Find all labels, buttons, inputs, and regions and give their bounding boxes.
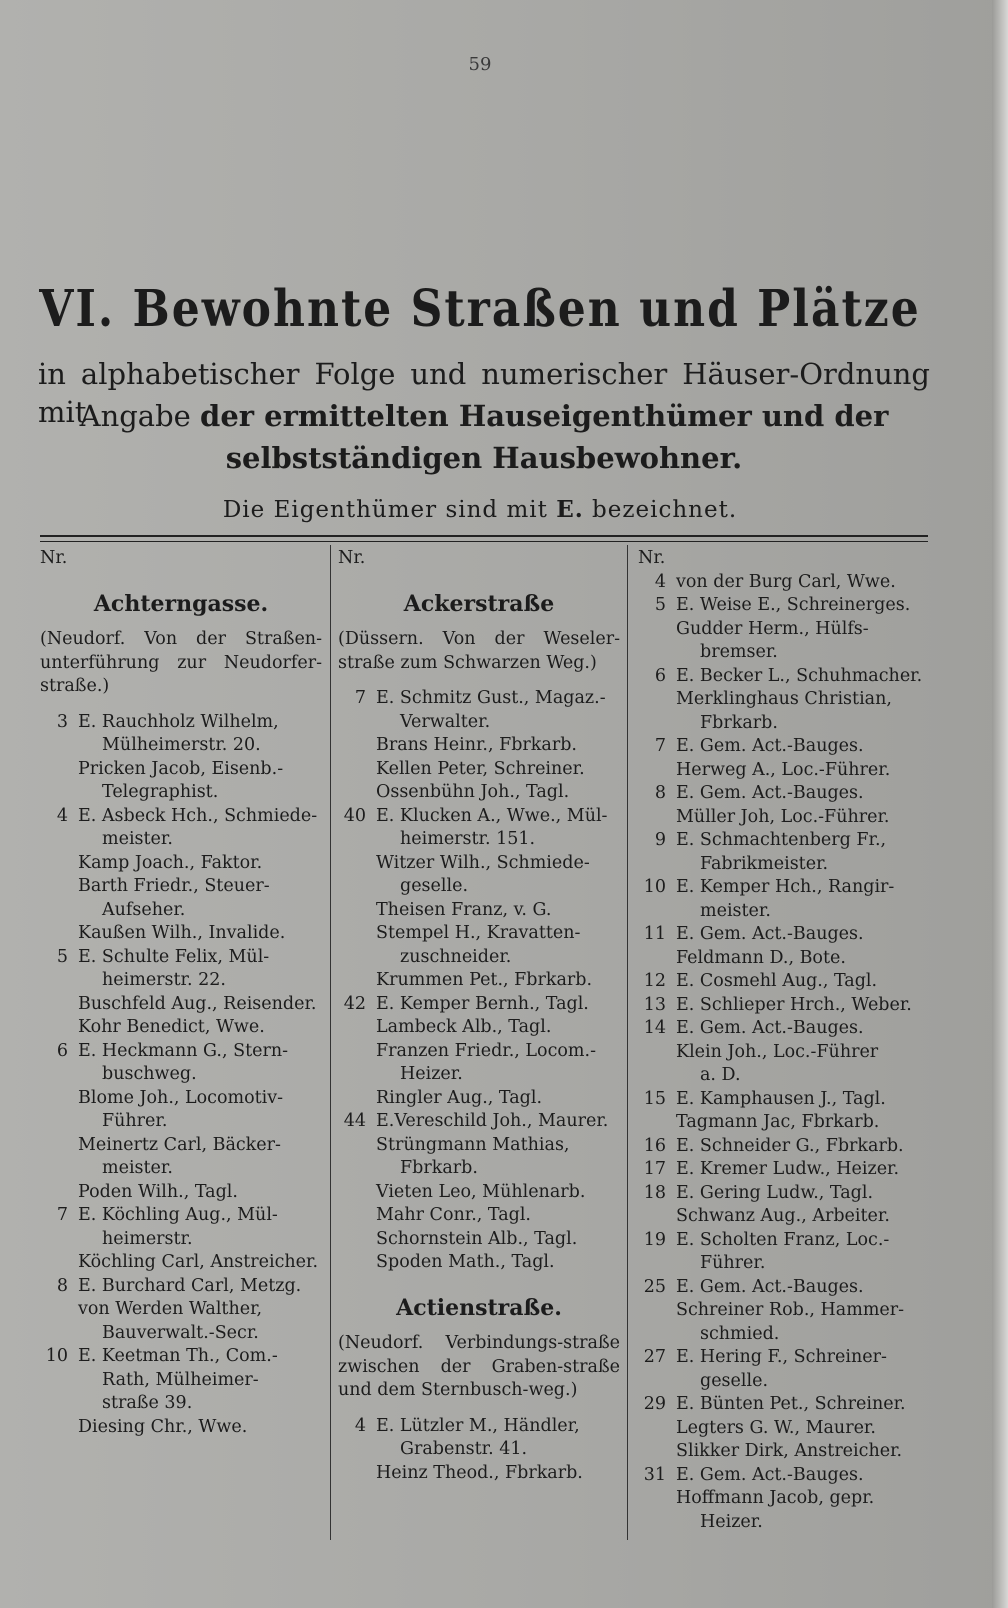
list-item — [638, 618, 930, 665]
list-item — [638, 1111, 930, 1135]
resident-text: Kellen Peter, Schreiner. — [376, 758, 585, 779]
resident-text: E.Vereschild Joh., Maurer. — [376, 1111, 609, 1131]
resident-text: Merklinghaus Christian, — [676, 689, 892, 709]
resident-text: Hoffmann Jacob, gepr. — [676, 1488, 875, 1508]
column-header-nr: Nr. — [40, 548, 68, 568]
resident-text: Köchling Carl, Anstreicher. — [78, 1252, 319, 1272]
list-item — [338, 1181, 620, 1205]
column-header-nr: Nr. — [638, 548, 666, 568]
street-note: (Neudorf. Verbindungs-straße zwischen der Graben-straße und dem Sternbusch-weg.) — [338, 1333, 620, 1400]
resident-continuation: Grabenstr. 41. — [400, 1439, 528, 1459]
street-note: (Neudorf. Von der Straßen-unterführung zur Neudorfer-straße.) — [40, 629, 322, 696]
column-divider-1 — [330, 545, 331, 1540]
resident-continuation: meister. — [102, 1158, 173, 1178]
resident-text: E. Schmitz Gust., Magaz.- — [376, 688, 606, 708]
page-number: 59 — [468, 54, 492, 75]
resident-text: Feldmann D., Bote. — [676, 947, 846, 968]
house-number: 10 — [643, 877, 666, 897]
list-item — [638, 970, 930, 994]
house-number: 9 — [654, 830, 666, 850]
list-item — [638, 1182, 930, 1206]
house-number: 42 — [343, 993, 366, 1014]
page-edge — [992, 0, 1008, 1608]
resident-text: Klein Joh., Loc.-Führer — [676, 1041, 879, 1062]
list-item — [338, 1415, 620, 1462]
street-heading: Achterngasse. — [93, 590, 269, 617]
house-number: 3 — [56, 711, 68, 732]
house-number: 7 — [354, 688, 366, 708]
list-item — [638, 1158, 930, 1182]
list-item — [638, 1440, 930, 1464]
resident-text: Meinertz Carl, Bäcker- — [78, 1134, 281, 1155]
list-item — [638, 923, 930, 947]
house-number: 31 — [643, 1464, 666, 1485]
list-item — [40, 852, 322, 876]
list-item — [338, 805, 620, 852]
house-number: 4 — [354, 1415, 366, 1436]
column-3 — [638, 547, 930, 1534]
resident-text: Poden Wilh., Tagl. — [78, 1181, 238, 1202]
list-item — [338, 1134, 620, 1181]
subtitle-line-2-bold: der ermittelten Hauseigenthümer und der — [200, 399, 889, 433]
resident-text: Kaußen Wilh., Invalide. — [78, 923, 286, 943]
resident-continuation: Fabrikmeister. — [700, 853, 829, 874]
list-item — [40, 875, 322, 922]
column-2 — [338, 547, 620, 1485]
column-divider-2 — [627, 545, 628, 1540]
resident-text: Legters G. W., Maurer. — [676, 1417, 876, 1438]
resident-text: Buschfeld Aug., Reisender. — [78, 993, 317, 1014]
house-number: 7 — [56, 1205, 68, 1225]
list-item — [338, 993, 620, 1017]
resident-text: Tagmann Jac, Fbrkarb. — [676, 1112, 880, 1132]
resident-text: E. Kemper Bernh., Tagl. — [376, 993, 589, 1014]
list-item — [338, 734, 620, 758]
resident-continuation: straße 39. — [102, 1393, 193, 1413]
list-item — [40, 1298, 322, 1345]
list-item — [40, 1040, 322, 1087]
list-item — [638, 1088, 930, 1112]
resident-text: Franzen Friedr., Locom.- — [376, 1040, 596, 1061]
resident-text: Ringler Aug., Tagl. — [376, 1087, 543, 1108]
resident-text: Kamp Joach., Faktor. — [78, 852, 263, 873]
resident-text: E. Gem. Act.-Bauges. — [676, 736, 864, 756]
list-item — [40, 1204, 322, 1251]
resident-continuation: bremser. — [700, 642, 778, 662]
resident-text: E. Asbeck Hch., Schmiede- — [78, 805, 318, 826]
house-number: 14 — [643, 1018, 666, 1038]
subtitle-line-2-prefix: Angabe — [79, 399, 191, 433]
list-item — [40, 1181, 322, 1205]
owner-note-mark: E. — [556, 496, 584, 523]
resident-text: Gudder Herm., Hülfs- — [676, 618, 869, 639]
resident-text: Mahr Conr., Tagl. — [376, 1205, 531, 1225]
resident-text: Herweg A., Loc.-Führer. — [676, 759, 891, 780]
resident-text: Ossenbühn Joh., Tagl. — [376, 782, 570, 802]
resident-continuation: Heizer. — [400, 1064, 463, 1084]
resident-continuation: geselle. — [700, 1370, 769, 1391]
list-item — [40, 1087, 322, 1134]
list-item — [638, 947, 930, 971]
house-number: 8 — [56, 1275, 68, 1296]
resident-continuation: Führer. — [102, 1111, 168, 1131]
resident-text: Heinz Theod., Fbrkarb. — [376, 1462, 583, 1483]
section-title: VI. Bewohnte Straßen und Plätze — [39, 280, 921, 339]
resident-text: E. Cosmehl Aug., Tagl. — [676, 971, 878, 991]
house-number: 4 — [654, 571, 666, 592]
resident-text: Pricken Jacob, Eisenb.- — [78, 758, 284, 779]
list-item — [638, 1417, 930, 1441]
resident-continuation: Rath, Mülheimer- — [102, 1369, 259, 1390]
owner-note — [0, 496, 960, 523]
list-item — [338, 1110, 620, 1134]
house-number: 5 — [56, 946, 68, 967]
list-item — [638, 1041, 930, 1088]
resident-continuation: Fbrkarb. — [700, 712, 778, 733]
resident-text: E. Gem. Act.-Bauges. — [676, 1018, 864, 1038]
subtitle-line-1: in alphabetischer Folge und numerischer Häuser-Ordnung mit — [38, 357, 930, 429]
list-item — [338, 1228, 620, 1252]
resident-text: Witzer Wilh., Schmiede- — [376, 852, 590, 873]
resident-text: Krummen Pet., Fbrkarb. — [376, 970, 593, 990]
house-number: 13 — [643, 994, 666, 1015]
list-item — [338, 852, 620, 899]
house-number: 25 — [643, 1276, 666, 1297]
column-1 — [40, 547, 322, 1439]
resident-text: E. Becker L., Schuhmacher. — [676, 665, 923, 686]
resident-text: E. Scholten Franz, Loc.- — [676, 1229, 890, 1250]
resident-text: E. Schneider G., Fbrkarb. — [676, 1135, 904, 1156]
house-number: 12 — [643, 971, 666, 991]
house-number: 18 — [643, 1182, 666, 1203]
house-number: 29 — [643, 1394, 666, 1414]
resident-text: Vieten Leo, Mühlenarb. — [376, 1181, 586, 1202]
resident-text: Brans Heinr., Fbrkarb. — [376, 735, 577, 755]
subtitle-line-3: selbstständigen Hausbewohner. — [225, 441, 743, 475]
resident-continuation: schmied. — [700, 1323, 780, 1344]
list-item — [40, 1416, 322, 1440]
resident-text: Kohr Benedict, Wwe. — [78, 1017, 265, 1037]
list-item — [40, 1275, 322, 1299]
resident-continuation: heimerstr. 22. — [102, 970, 226, 990]
list-item — [40, 758, 322, 805]
list-item — [338, 899, 620, 923]
list-item — [338, 1016, 620, 1040]
list-item — [40, 1134, 322, 1181]
house-number: 17 — [643, 1159, 666, 1179]
resident-text: E. Schulte Felix, Mül- — [78, 946, 270, 967]
resident-text: E. Kamphausen J., Tagl. — [676, 1088, 886, 1109]
list-item — [40, 1251, 322, 1275]
house-number: 11 — [643, 924, 666, 944]
resident-text: E. Bünten Pet., Schreiner. — [676, 1394, 906, 1414]
entry-list — [638, 571, 930, 1535]
list-item — [638, 735, 930, 759]
list-item — [638, 1229, 930, 1276]
entry-list — [338, 1415, 620, 1486]
owner-note-suffix: bezeichnet. — [592, 497, 738, 523]
entry-list — [338, 687, 620, 1275]
resident-text: Theisen Franz, v. G. — [376, 899, 552, 920]
list-item — [638, 782, 930, 806]
resident-text: E. Rauchholz Wilhelm, — [78, 711, 279, 732]
list-item — [338, 1040, 620, 1087]
list-item — [638, 571, 930, 595]
resident-continuation: Heizer. — [700, 1511, 763, 1532]
resident-text: Diesing Chr., Wwe. — [78, 1416, 248, 1437]
list-item — [638, 1205, 930, 1229]
resident-text: von der Burg Carl, Wwe. — [676, 571, 896, 592]
resident-continuation: Mülheimerstr. 20. — [102, 735, 261, 755]
resident-text: Müller Joh, Loc.-Führer. — [676, 806, 890, 827]
list-item — [40, 1345, 322, 1392]
list-item — [40, 993, 322, 1017]
house-number: 5 — [654, 595, 666, 615]
resident-text: von Werden Walther, — [78, 1299, 263, 1319]
resident-continuation: Fbrkarb. — [400, 1158, 478, 1178]
resident-text: E. Gem. Act.-Bauges. — [676, 1276, 864, 1297]
owner-note-prefix: Die Eigenthümer sind mit — [222, 497, 548, 523]
header-rule-thick — [40, 535, 928, 537]
list-item — [40, 1392, 322, 1416]
resident-text: Spoden Math., Tagl. — [376, 1252, 555, 1272]
house-number: 40 — [343, 805, 366, 826]
resident-text: E. Weise E., Schreinerges. — [676, 595, 911, 615]
resident-continuation: zuschneider. — [400, 946, 512, 967]
resident-text: E. Kemper Hch., Rangir- — [676, 877, 895, 897]
resident-text: E. Schmachtenberg Fr., — [676, 830, 887, 850]
resident-continuation: Aufseher. — [102, 899, 186, 920]
list-item — [638, 829, 930, 876]
list-item — [638, 1393, 930, 1417]
resident-continuation: Telegraphist. — [102, 782, 219, 802]
resident-text: E. Lützler M., Händler, — [376, 1415, 580, 1436]
street-heading: Ackerstraße — [403, 590, 555, 617]
resident-continuation: geselle. — [400, 876, 469, 896]
list-item — [638, 1464, 930, 1488]
list-item — [638, 759, 930, 783]
list-item — [638, 688, 930, 735]
list-item — [40, 805, 322, 852]
street-heading: Actienstraße. — [396, 1294, 562, 1321]
resident-text: Schwanz Aug., Arbeiter. — [676, 1206, 890, 1226]
resident-text: E. Hering F., Schreiner- — [676, 1347, 887, 1367]
resident-text: Blome Joh., Locomotiv- — [78, 1087, 284, 1108]
resident-continuation: meister. — [700, 900, 771, 921]
resident-text: Schreiner Rob., Hammer- — [676, 1300, 905, 1320]
house-number: 16 — [643, 1135, 666, 1156]
resident-text: E. Burchard Carl, Metzg. — [78, 1275, 302, 1296]
resident-text: E. Gem. Act.-Bauges. — [676, 1464, 864, 1485]
list-item — [338, 969, 620, 993]
list-item — [638, 1135, 930, 1159]
house-number: 4 — [56, 805, 68, 826]
resident-continuation: heimerstr. — [102, 1228, 193, 1249]
list-item — [638, 876, 930, 923]
list-item — [338, 922, 620, 969]
resident-text: E. Gem. Act.-Bauges. — [676, 924, 864, 944]
list-item — [638, 1276, 930, 1300]
resident-text: E. Keetman Th., Com.- — [78, 1346, 278, 1366]
entry-list — [40, 711, 322, 1440]
resident-continuation: meister. — [102, 829, 173, 849]
list-item — [638, 1487, 930, 1534]
list-item — [638, 594, 930, 618]
list-item — [338, 1087, 620, 1111]
resident-text: Lambeck Alb., Tagl. — [376, 1017, 552, 1037]
house-number: 6 — [56, 1040, 68, 1061]
house-number: 8 — [654, 783, 666, 803]
list-item — [638, 1346, 930, 1393]
resident-text: E. Gering Ludw., Tagl. — [676, 1182, 874, 1203]
resident-text: E. Gem. Act.-Bauges. — [676, 783, 864, 803]
header-rule-thin — [40, 541, 928, 542]
list-item — [338, 1204, 620, 1228]
house-number: 7 — [654, 736, 666, 756]
resident-text: Schornstein Alb., Tagl. — [376, 1228, 578, 1249]
resident-text: E. Kremer Ludw., Heizer. — [676, 1159, 900, 1179]
list-item — [40, 946, 322, 993]
list-item — [338, 1462, 620, 1486]
list-item — [338, 687, 620, 734]
list-item — [338, 758, 620, 782]
resident-text: E. Schlieper Hrch., Weber. — [676, 994, 912, 1015]
house-number: 10 — [45, 1346, 68, 1366]
house-number: 6 — [654, 665, 666, 686]
resident-text: Stempel H., Kravatten- — [376, 923, 581, 943]
house-number: 27 — [643, 1347, 666, 1367]
resident-continuation: a. D. — [700, 1065, 741, 1085]
resident-text: E. Heckmann G., Stern- — [78, 1040, 289, 1061]
house-number: 15 — [643, 1088, 666, 1109]
resident-text: E. Köchling Aug., Mül- — [78, 1205, 278, 1225]
resident-continuation: Bauverwalt.-Secr. — [102, 1322, 259, 1343]
resident-continuation: buschweg. — [102, 1064, 197, 1084]
resident-text: Slikker Dirk, Anstreicher. — [676, 1441, 903, 1461]
list-item — [638, 806, 930, 830]
list-item — [338, 781, 620, 805]
resident-continuation: Führer. — [700, 1253, 766, 1273]
street-note: (Düssern. Von der Weseler-straße zum Schwarzen Weg.) — [338, 629, 620, 673]
subtitle-line-2 — [38, 397, 930, 435]
resident-text: Barth Friedr., Steuer- — [78, 876, 270, 896]
list-item — [638, 1299, 930, 1346]
resident-text: Strüngmann Mathias, — [376, 1134, 570, 1155]
list-item — [638, 994, 930, 1018]
list-item — [338, 1251, 620, 1275]
house-number: 19 — [643, 1229, 666, 1250]
resident-text: E. Klucken A., Wwe., Mül- — [376, 805, 608, 826]
column-header-nr: Nr. — [338, 548, 366, 568]
list-item — [40, 711, 322, 758]
resident-continuation: Verwalter. — [400, 711, 491, 732]
resident-continuation: heimerstr. 151. — [400, 829, 536, 849]
list-item — [638, 665, 930, 689]
list-item — [638, 1017, 930, 1041]
list-item — [40, 1016, 322, 1040]
house-number: 44 — [343, 1111, 366, 1131]
list-item — [40, 922, 322, 946]
